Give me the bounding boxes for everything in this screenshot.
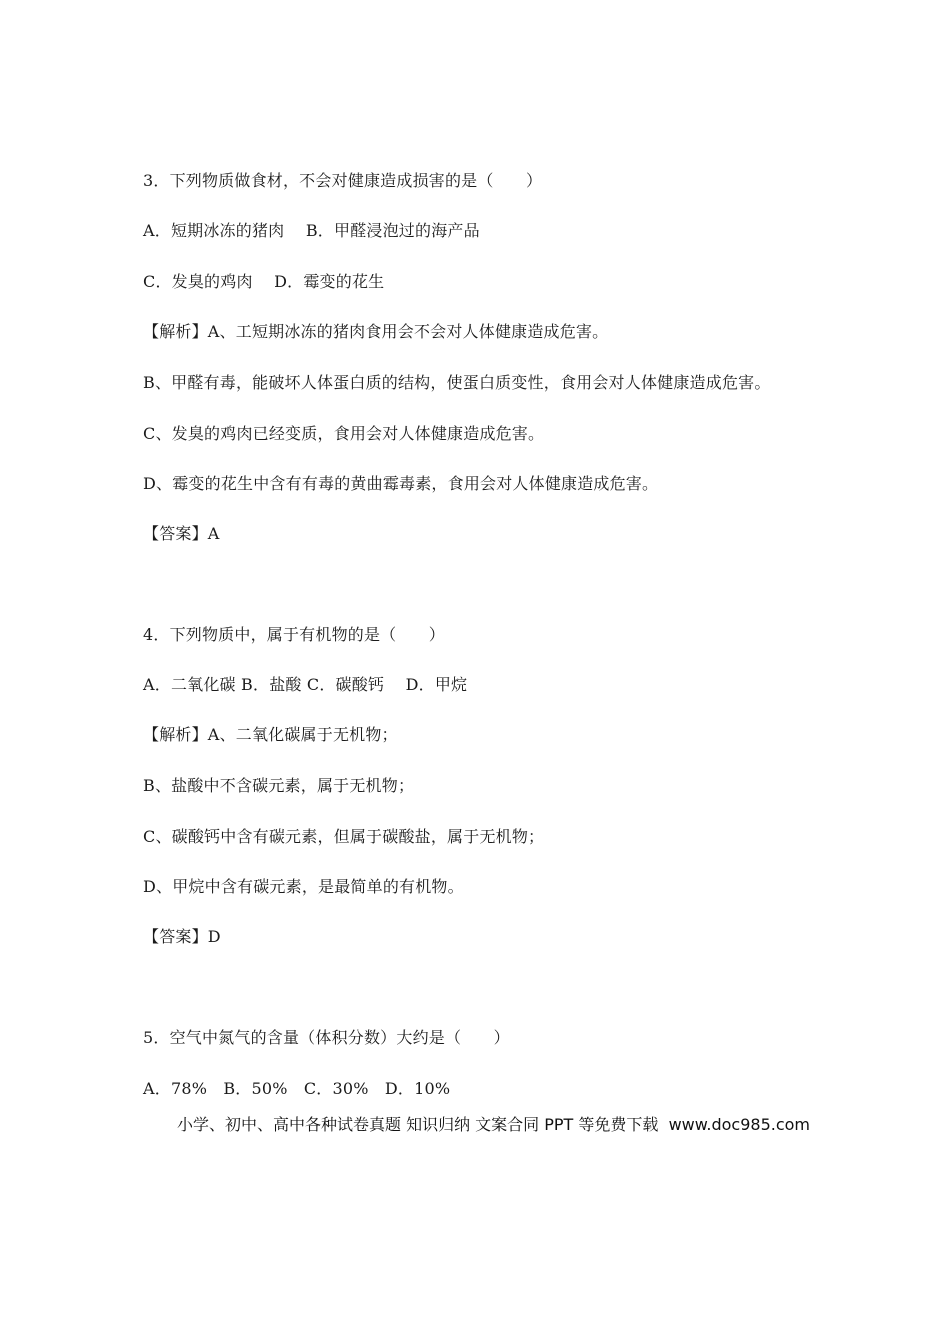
question-4-analysis-c: C、碳酸钙中含有碳元素，但属于碳酸盐，属于无机物；: [143, 827, 545, 846]
question-4-analysis-a: 【解析】A、二氧化碳属于无机物；: [143, 725, 398, 744]
question-4-analysis-d: D、甲烷中含有碳元素，是最简单的有机物。: [143, 877, 464, 896]
question-4-analysis-b: B、盐酸中不含碳元素，属于无机物；: [143, 776, 415, 795]
question-3-answer: 【答案】A: [143, 524, 220, 543]
question-3-options-cd: C．发臭的鸡肉 D．霉变的花生: [143, 272, 385, 291]
question-4-answer: 【答案】D: [143, 927, 221, 946]
question-3-analysis-b: B、甲醛有毒，能破坏人体蛋白质的结构，使蛋白质变性，食用会对人体健康造成危害。: [143, 373, 771, 392]
footer-download-note: 小学、初中、高中各种试卷真题 知识归纳 文案合同 PPT 等免费下载 www.doc985.com: [177, 1115, 811, 1134]
question-5-stem: 5．空气中氮气的含量（体积分数）大约是（ ）: [143, 1028, 510, 1047]
question-3-analysis-c: C、发臭的鸡肉已经变质，食用会对人体健康造成危害。: [143, 424, 545, 443]
question-4-stem: 4．下列物质中，属于有机物的是（ ）: [143, 625, 445, 644]
question-5-options: A．78% B．50% C．30% D．10%: [143, 1079, 451, 1098]
question-4-options: A．二氧化碳 B．盐酸 C．碳酸钙 D．甲烷: [143, 675, 468, 694]
question-3-analysis-d: D、霉变的花生中含有有毒的黄曲霉毒素，食用会对人体健康造成危害。: [143, 474, 659, 493]
question-3-stem: 3．下列物质做食材，不会对健康造成损害的是（ ）: [143, 171, 543, 190]
question-3-analysis-a: 【解析】A、工短期冰冻的猪肉食用会不会对人体健康造成危害。: [143, 322, 609, 341]
question-3-options-ab: A．短期冰冻的猪肉 B．甲醛浸泡过的海产品: [143, 221, 480, 240]
